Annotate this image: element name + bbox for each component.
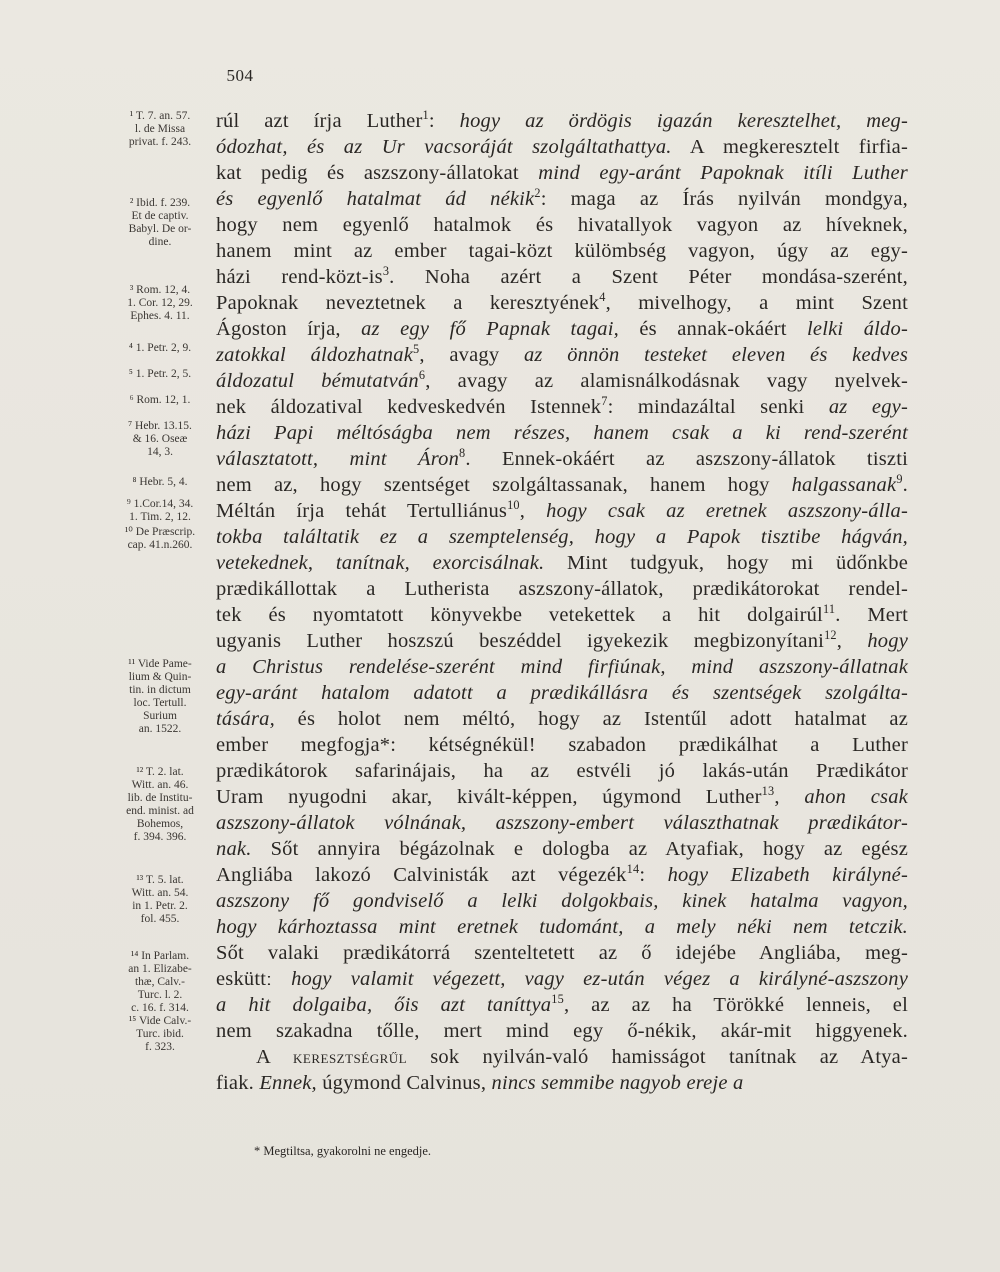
- text-line: rúl azt írja Luther$^1$: hogy az ördögis igazán keresztelhet, meg-: [216, 108, 908, 132]
- margin-note-line: lib. de Institu-: [127, 792, 193, 804]
- margin-note-line: ¹⁴ In Parlam.: [130, 950, 190, 962]
- margin-note: [108, 368, 212, 381]
- margin-note-line: ⁷ Hebr. 13.15.: [128, 420, 192, 432]
- page-number: 504: [226, 66, 254, 85]
- margin-note-line: dine.: [148, 236, 172, 248]
- margin-note-line: ¹³ T. 5. lat.: [136, 874, 184, 886]
- text-line: ember megfogja*: kétségnékül! szabadon prædikálhat a Luther: [216, 734, 908, 756]
- margin-note-line: ² Ibid. f. 239.: [129, 197, 191, 209]
- text-line: Angliába lakozó Calvinisták azt végezék$^{14}$: hogy Elizabeth királyné-: [216, 862, 908, 886]
- margin-note-line: loc. Tertull.: [133, 697, 187, 709]
- margin-note-line: privat. f. 243.: [128, 136, 192, 148]
- margin-note-line: ¹⁵ Vide Calv.-: [128, 1015, 192, 1027]
- margin-note: [108, 526, 212, 552]
- text-line: fiak. Ennek, úgymond Calvinus, nincs semmibe nagyob ereje a: [216, 1072, 744, 1094]
- margin-note-line: l. de Missa: [134, 123, 186, 135]
- margin-note: [108, 342, 212, 355]
- text-line: Uram nyugodni akar, kivált-képpen, úgymond Luther$^{13}$, ahon csak: [216, 784, 908, 808]
- text-line: egy-aránt hatalom adatott a prædikállásra és szentségek szolgálta-: [216, 682, 908, 704]
- margin-note-line: ⁶ Rom. 12, 1.: [129, 394, 191, 406]
- text-line: ugyanis Luther hoszszú beszéddel igyekezik megbizonyítani$^{12}$, hogy: [216, 628, 909, 652]
- text-line: aszszony-állatok vólnának, aszszony-embert választhatnak prædikátor-: [216, 812, 908, 834]
- margin-note-line: Ephes. 4. 11.: [130, 310, 190, 322]
- text-line: áldozatul bémutatván$^6$, avagy az alamisnálkodásnak vagy nyelvek-: [216, 368, 908, 392]
- margin-note-line: an. 1522.: [138, 723, 182, 735]
- margin-note-line: ⁴ 1. Petr. 2, 9.: [128, 342, 192, 354]
- margin-note-line: in 1. Petr. 2.: [132, 900, 188, 912]
- margin-note: [108, 766, 212, 844]
- margin-note-line: & 16. Oseæ: [132, 433, 188, 445]
- text-line: hanem mint az ember tagai-közt külömbség vagyon, úgy az egy-: [216, 240, 908, 262]
- text-line: házi Papi méltóságba nem részes, hanem csak a ki rend-szerént: [216, 422, 908, 444]
- text-line: prædikállottak a Lutherista aszszony-állatok, prædikátorokat rendel-: [216, 578, 908, 600]
- margin-note-line: ¹⁰ De Præscrip.: [124, 526, 196, 538]
- text-line: Méltán írja tehát Tertulliánus$^{10}$, hogy csak az eretnek aszszony-álla-: [216, 498, 908, 522]
- text-line: hogy kárhoztassa mint eretnek tudománt, a mely néki nem tetczik.: [216, 916, 908, 938]
- text-line: aszszony fő gondviselő a lelki dolgokbais, kinek hatalma vagyon,: [216, 890, 908, 912]
- text-line: a hit dolgaiba, őis azt taníttya$^{15}$, az az ha Törökké lenneis, el: [216, 992, 908, 1016]
- text-line: esküttː hogy valamit végezett, vagy ez-után végez a királyné-aszszony: [216, 968, 908, 990]
- text-line: vetekednek, tanítnak, exorcisálnak. Mint tudgyuk, hogy mi üdőnkbe: [216, 552, 908, 574]
- margin-note: [108, 658, 212, 736]
- margin-note-line: ¹² T. 2. lat.: [136, 766, 184, 778]
- margin-note-line: ⁹ 1.Cor.14, 34.: [126, 498, 194, 510]
- margin-note-line: Witt. an. 46.: [131, 779, 189, 791]
- text-line: Ágoston írja, az egy fő Papnak tagai, és annak-okáért lelki áldo-: [216, 318, 908, 340]
- text-line: választatott, mint Áron$^8$. Ennek-okáért az aszszony-állatok tiszti: [216, 446, 908, 470]
- text-line: nem az, hogy szentséget szolgáltassanak, hanem hogy halgassanak$^9$.: [216, 472, 908, 496]
- margin-note-line: an 1. Elizabe-: [128, 963, 192, 975]
- text-line: nem szakadna tőlle, mert mind egy ő-nékik, akár-mit higgyenek.: [216, 1020, 908, 1042]
- margin-note-line: lium & Quin-: [128, 671, 192, 683]
- margin-note: [108, 950, 212, 1054]
- margin-note-line: f. 394. 396.: [133, 831, 187, 843]
- margin-note-line: ⁸ Hebr. 5, 4.: [132, 476, 188, 488]
- margin-note-line: fol. 455.: [140, 913, 180, 925]
- text-line: Papoknak neveztetnek a keresztyének$^4$, mivelhogy, a mint Szent: [216, 290, 908, 314]
- text-line: tására, és holot nem méltó, hogy az Istentűl adott hatalmat az: [216, 708, 908, 730]
- margin-note-line: 1. Cor. 12, 29.: [127, 297, 193, 309]
- margin-note: [108, 476, 212, 489]
- text-line: hogy nem egyenlő hatalmok és hivatallyok vagyon az híveknek,: [216, 214, 908, 236]
- text-line: prædikátorok safarinájais, ha az estvéli jó lakás-után Prædikátor: [216, 760, 908, 782]
- margin-note-line: Surium: [143, 710, 177, 722]
- margin-note: [108, 110, 212, 149]
- text-line: és egyenlő hatalmat ád nékik$^2$: maga az Írás nyilván mondgya,: [216, 186, 908, 210]
- text-line: tokba találtatik ez a szemptelenség, hogy a Papok tisztibe hágván,: [216, 526, 908, 548]
- margin-note-line: ¹¹ Vide Pame-: [128, 658, 192, 670]
- text-line: nek áldozatival kedveskedvén Istennek$^7$: mindazáltal senki az egy-: [216, 394, 908, 418]
- text-line: zatokkal áldozhatnak$^5$, avagy az önnön testeket eleven és kedves: [216, 342, 908, 366]
- margin-note: [108, 284, 212, 323]
- margin-note-line: Witt. an. 54.: [131, 887, 189, 899]
- text-line: kat pedig és aszszony-állatokat mind egy-aránt Papoknak itíli Luther: [216, 162, 908, 184]
- margin-note: [108, 498, 212, 524]
- margin-note-line: 14, 3.: [147, 446, 173, 458]
- margin-note-line: Et de captiv.: [131, 210, 189, 222]
- text-line: házi rend-$közt-is^3$. Noha azért a Szent Péter mondása-szerént,: [216, 264, 908, 288]
- text-line: a Christus rendelése-szerént mind firfiúnak, mind aszszony-állatnak: [216, 656, 908, 678]
- margin-note-line: Turc. ibid.: [136, 1028, 184, 1040]
- margin-note: [108, 420, 212, 459]
- margin-note-line: Bohemos,: [136, 818, 184, 830]
- margin-note-line: tin. in dictum: [129, 684, 191, 696]
- text-line: ódozhat, és az Ur vacsoráját szolgáltathattya. A megkeresztelt firfia-: [216, 136, 908, 158]
- text-line: nak. Sőt annyira bégázolnak e dologba az Atyafiak, hogy az egész: [216, 838, 908, 860]
- margin-note-line: f. 323.: [145, 1041, 175, 1053]
- margin-note-line: thæ, Calv.-: [134, 976, 186, 988]
- margin-note-line: end. minist. ad: [126, 805, 194, 817]
- margin-note-line: 1. Tim. 2, 12.: [129, 511, 191, 523]
- text-line: A keresztségrűl sok nyilván-való hamisságot tanítnak az Atya-: [256, 1046, 908, 1068]
- margin-note-line: ¹ T. 7. an. 57.: [129, 110, 191, 122]
- margin-note-line: Turc. l. 2.: [137, 989, 183, 1001]
- text-line: tek és nyomtatott könyvekbe vetekettek a hit dolgairúl$^{11}$. Mert: [216, 602, 908, 626]
- margin-note: [108, 394, 212, 407]
- margin-note-line: c. 16. f. 314.: [131, 1002, 189, 1014]
- margin-note-line: Babyl. De or-: [128, 223, 192, 235]
- margin-note: [108, 874, 212, 926]
- margin-note-line: cap. 41.n.260.: [127, 539, 193, 551]
- margin-note-line: ⁵ 1. Petr. 2, 5.: [128, 368, 192, 380]
- margin-note: [108, 197, 212, 249]
- margin-note-line: ³ Rom. 12, 4.: [129, 284, 191, 296]
- footnote: * Megtiltsa, gyakorolni ne engedje.: [254, 1144, 432, 1158]
- text-line: Sőt valaki prædikátorrá szenteltetett az ő idejébe Angliába, meg-: [216, 942, 908, 964]
